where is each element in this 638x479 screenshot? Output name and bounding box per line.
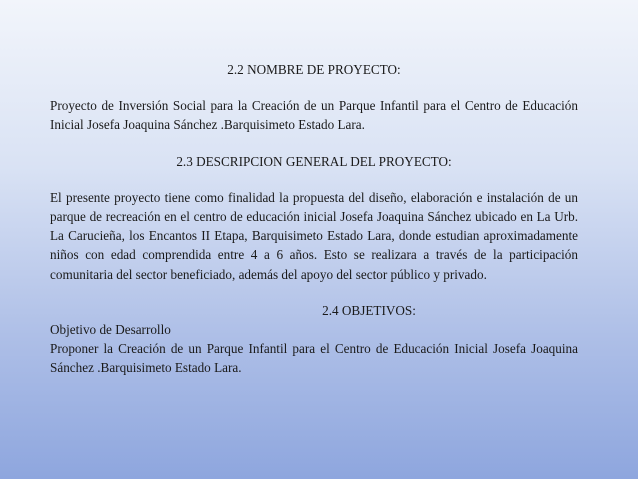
section-body-nombre: Proyecto de Inversión Social para la Creación de un Parque Infantil para el Centro de Educación Inicial Josefa Joaquina Sánchez .Barquisimeto Estado Lara. [50,98,578,133]
section-body-objetivos: Proponer la Creación de un Parque Infantil para el Centro de Educación Inicial Josefa Joaquina Sánchez .Barquisimeto Estado Lara. [50,341,578,376]
section-body-descripcion: El presente proyecto tiene como finalidad la propuesta del diseño, elaboración e instalación de un parque de recreación en el centro de educación inicial Josefa Joaquina Sánchez ubicado en La Urb. La Carucieña, los Encantos II Etapa, Barquisimeto Estado Lara, donde estudian aproximadamente niños con edad comprendida entre 4 a 6 años. Esto se realizara a través de la participación comunitaria del sector beneficiado, además del apoyo del sector público y privado. [50,189,578,282]
section-heading-nombre: 2.2 NOMBRE DE PROYECTO: [227,62,401,77]
objetivo-subheading: Objetivo de Desarrollo [50,322,171,338]
section-heading-objetivos: 2.4 OBJETIVOS: [322,302,416,318]
section-heading-descripcion: 2.3 DESCRIPCION GENERAL DEL PROYECTO: [176,153,452,169]
slide-content [50,60,578,378]
